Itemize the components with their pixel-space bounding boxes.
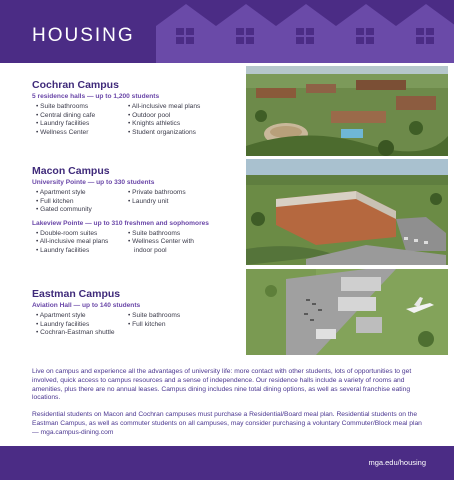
amenity-list — [128, 312, 240, 338]
page-title: HOUSING — [32, 25, 135, 46]
amenity-list — [32, 312, 128, 338]
list-item: • Student organizations — [128, 129, 240, 138]
list-item: • Apartment style — [36, 312, 128, 321]
list-item: • Cochran-Eastman shuttle — [36, 329, 128, 338]
list-item: • Suite bathrooms — [128, 312, 240, 321]
amenity-list — [32, 103, 128, 137]
list-item: • Full kitchen — [128, 321, 240, 330]
list-item: • Double-room suites — [36, 230, 128, 239]
campus-capacity: 5 residence halls — up to 1,200 students — [32, 93, 160, 100]
houses-illustration — [150, 0, 454, 63]
list-item: • All-inclusive meal plans — [36, 238, 128, 247]
campus-title: Eastman Campus — [32, 288, 121, 300]
list-item: • Wellness Center — [36, 129, 128, 138]
list-item: • Gated community — [36, 206, 128, 215]
cochran-section — [32, 79, 244, 137]
paragraph: Live on campus and experience all the advantages of university life: more contact with other students, lots of opportunities to get involved, quick access to campus resources and a sense of independence. Our residence halls include a variety of rooms and amenities, plus there are no annual leases. Campus dining includes nine total dining options, as well as several franchise eating locations. — [32, 368, 412, 402]
footer-link[interactable]: mga.edu/housing — [368, 458, 426, 467]
footer-bar — [0, 446, 454, 480]
list-item: • Full kitchen — [36, 198, 128, 207]
list-item: • Wellness Center with — [128, 238, 240, 247]
campus-title: Cochran Campus — [32, 79, 119, 91]
campus-capacity: University Pointe — up to 330 students — [32, 179, 155, 186]
list-item: • Laundry facilities — [36, 247, 128, 256]
list-item: • Apartment style — [36, 189, 128, 198]
eastman-section — [32, 288, 244, 338]
amenity-list — [128, 230, 240, 256]
paragraph: Residential students on Macon and Cochran campuses must purchase a Residential/Board meal plan. Residential students on the Eastman Campus, as well as commuter students on all campuses, may consider purchasing a voluntary Commuter/Block meal plan — mga.campus-dining.com — [32, 411, 422, 436]
macon-section — [32, 165, 244, 256]
list-item: • Central dining cafe — [36, 112, 128, 121]
list-item: indoor pool — [134, 246, 167, 254]
cochran-campus-photo — [246, 66, 448, 156]
list-item: • Laundry unit — [128, 198, 240, 207]
eastman-campus-photo — [246, 269, 448, 355]
list-item: • Outdoor pool — [128, 112, 240, 121]
campus-capacity: Lakeview Pointe — up to 310 freshmen and sophomores — [32, 219, 209, 227]
intro-text — [32, 368, 422, 446]
list-item: • Laundry facilities — [36, 120, 128, 129]
campus-title: Macon Campus — [32, 165, 110, 177]
list-item: • All-inclusive meal plans — [128, 103, 240, 112]
amenity-list — [32, 189, 128, 215]
list-item: • Suite bathrooms — [128, 230, 240, 239]
amenity-list — [128, 189, 240, 215]
amenity-list — [32, 230, 128, 256]
list-item: • Suite bathrooms — [36, 103, 128, 112]
list-item: • Knights athletics — [128, 120, 240, 129]
list-item: • Laundry facilities — [36, 321, 128, 330]
campus-capacity: Aviation Hall — up to 140 students — [32, 302, 141, 309]
header-banner — [0, 0, 454, 63]
amenity-list — [128, 103, 240, 137]
macon-campus-photo — [246, 159, 448, 265]
list-item: • Private bathrooms — [128, 189, 240, 198]
